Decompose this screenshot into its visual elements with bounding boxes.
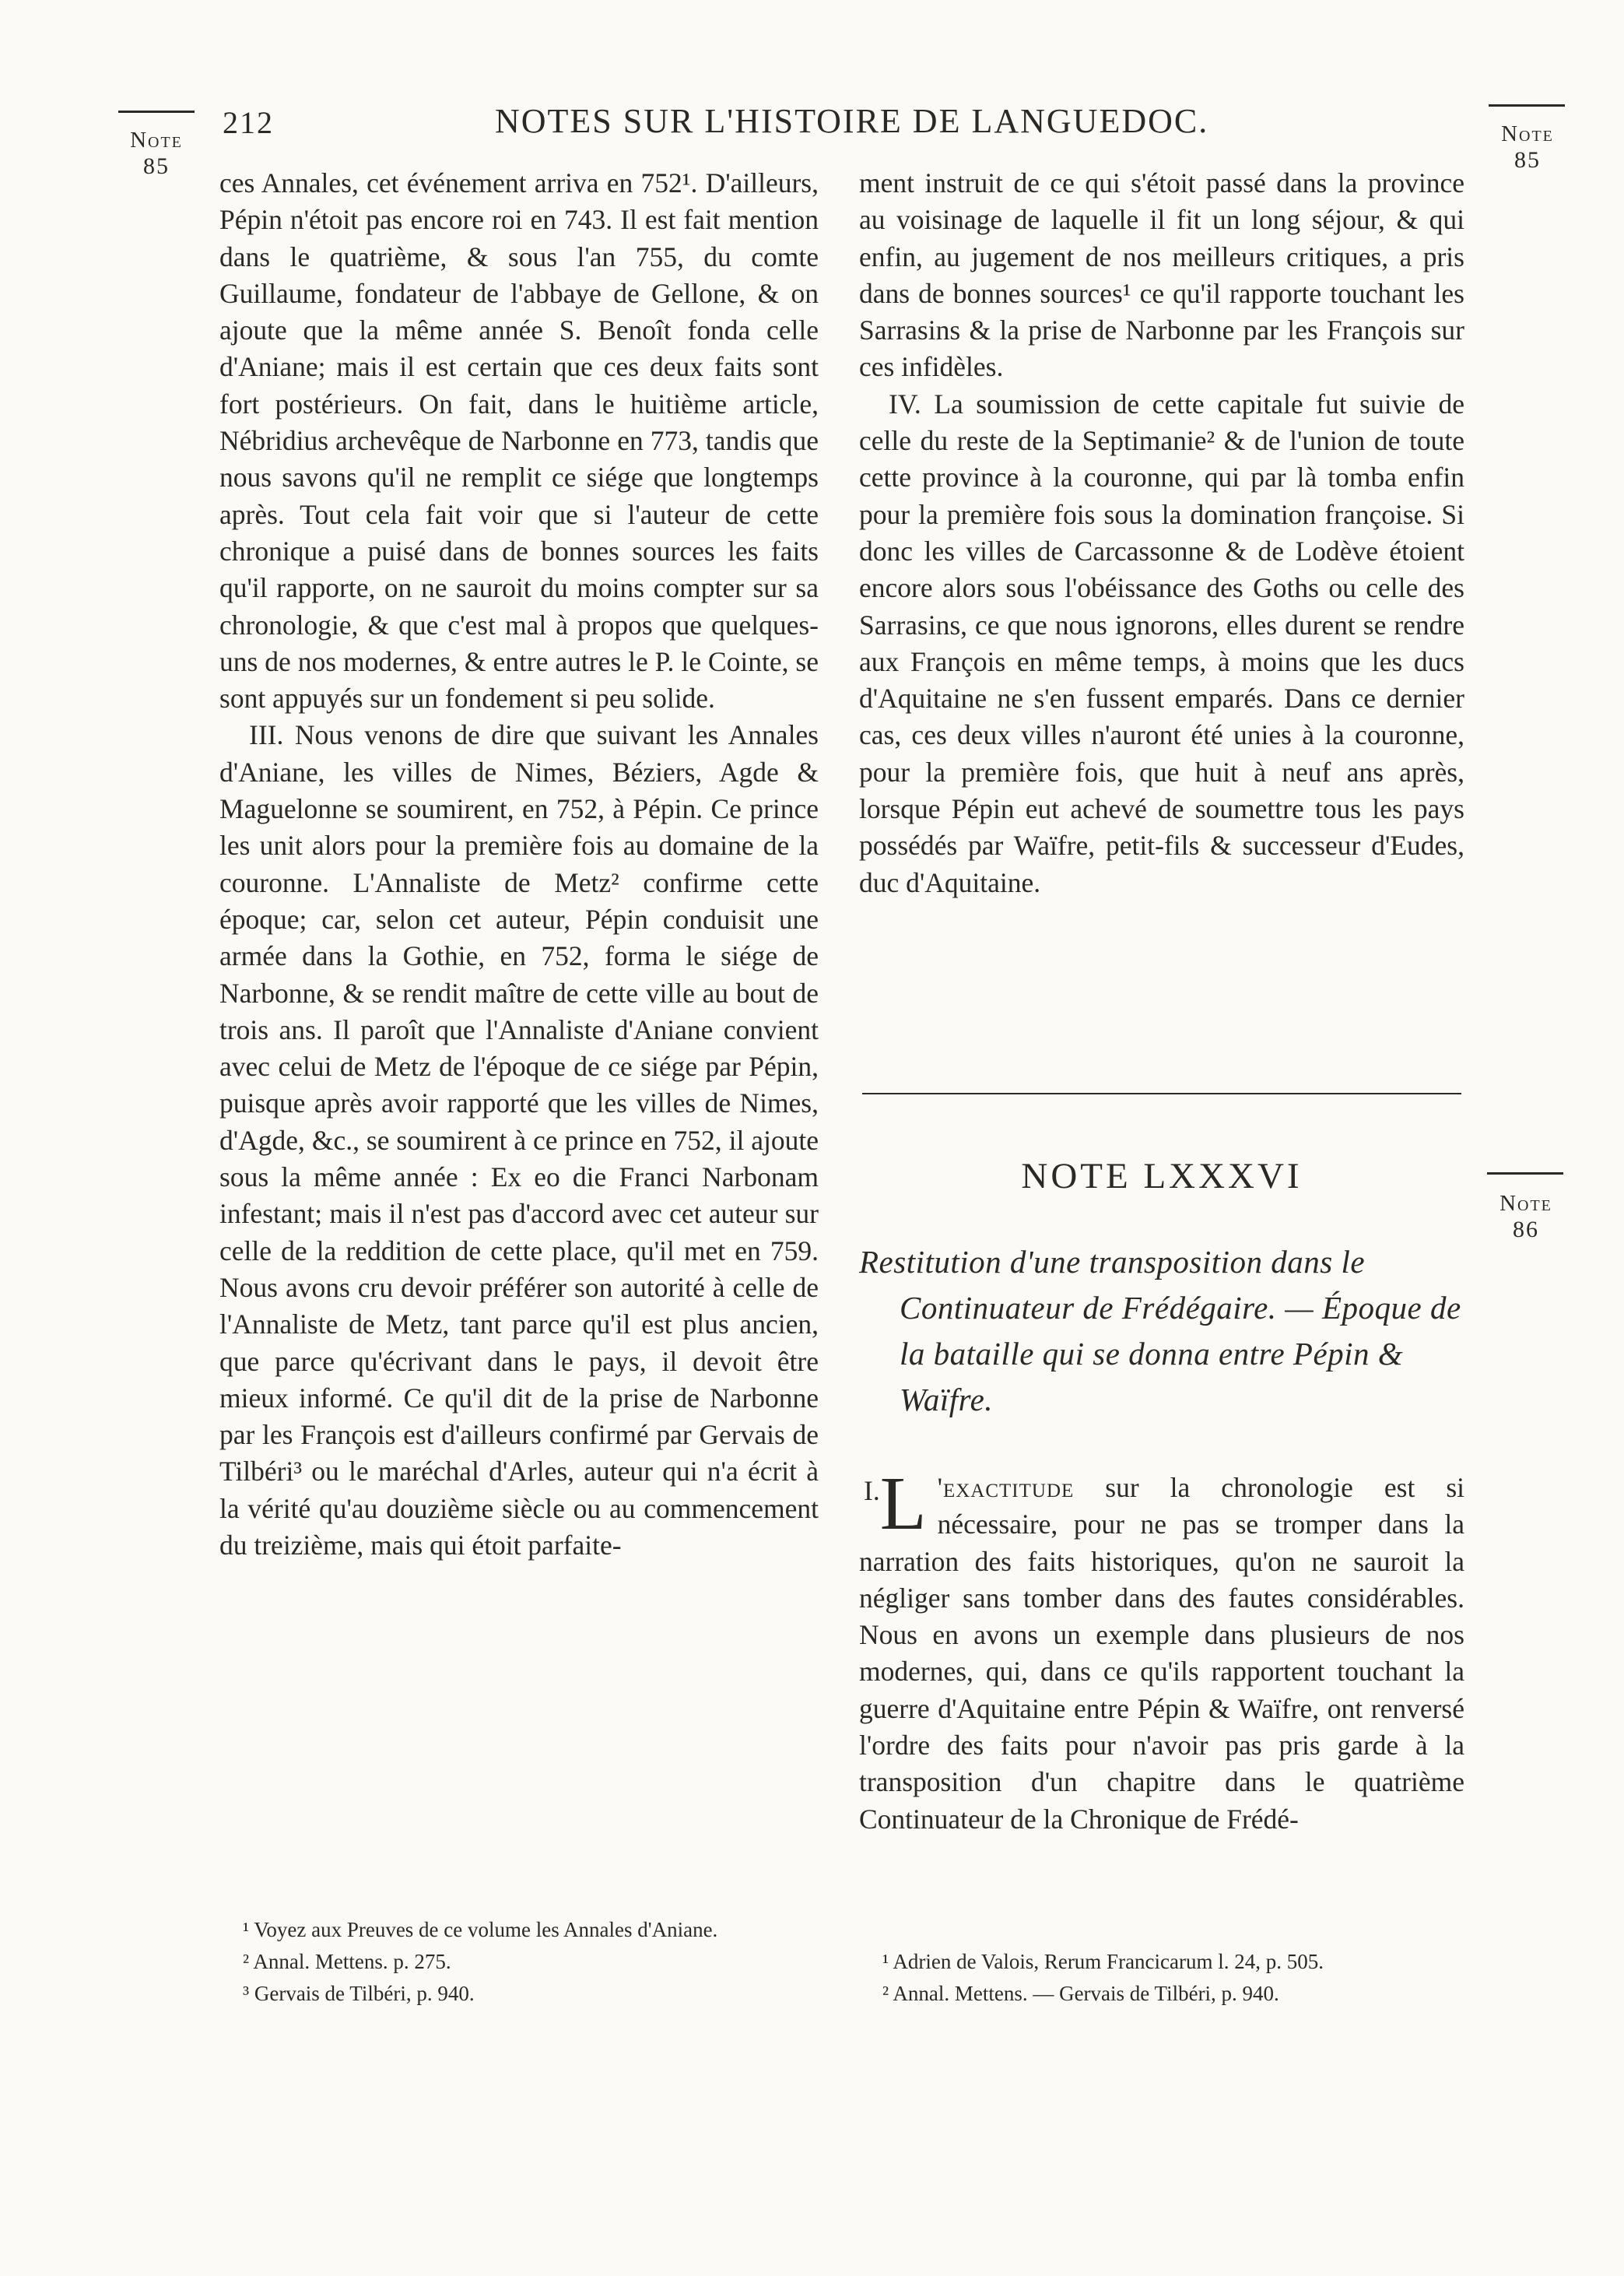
page-number: 212 bbox=[223, 105, 274, 140]
margin-note-label: Note bbox=[130, 128, 183, 153]
footnote-3: ³ Gervais de Tilbéri, p. 940. bbox=[243, 1982, 475, 2005]
margin-rule-mid-right bbox=[1487, 1172, 1563, 1175]
margin-note-mid-right bbox=[1485, 1191, 1567, 1244]
drop-cap: L bbox=[879, 1462, 927, 1546]
footnote-1: ¹ Adrien de Valois, Rerum Francicarum l. 24, p. 505. bbox=[882, 1950, 1324, 1973]
right-paragraph-3 bbox=[859, 1462, 1464, 1838]
footnote-2: ² Annal. Mettens. — Gervais de Tilbéri, p. 940. bbox=[882, 1982, 1279, 2005]
margin-rule-top-right bbox=[1489, 104, 1565, 107]
left-paragraph-2: III. Nous venons de dire que suivant les Annales d'Aniane, les villes de Nimes, Béziers, Agde & Maguelonne se soumirent, en 752, à Pépin. Ce prince les unit alors pour la première fois au domaine de la couronne. L'Annaliste de Metz² confirme cette époque; car, selon cet auteur, Pépin conduisit une armée dans la Gothie, en 752, forma le siége de Narbonne, & se rendit maître de cette ville au bout de trois ans. Il paroît que l'Annaliste d'Aniane convient avec celui de Metz de l'époque de ce siége par Pépin, puisque après avoir rapporté que les villes de Nimes, d'Agde, &c., se soumirent à ce prince en 752, il ajoute sous la même année : Ex eo die Franci Narbonam infestant; mais il n'est pas d'accord avec cet auteur sur celle de la reddition de cette place, qu'il met en 759. Nous avons cru devoir préférer son autorité à celle de l'Annaliste de Metz, tant parce qu'il est plus ancien, que parce qu'écrivant dans le pays, il devoit être mieux informé. Ce qu'il dit de la prise de Narbonne par les François est d'ailleurs confirmé par Gervais de Tilbéri³ ou le maréchal d'Arles, auteur qui n'a écrit à la vérité qu'au douzième siècle ou au commencement du treizième, mais qui étoit parfaite- bbox=[219, 719, 819, 1561]
right-paragraph-2: IV. La soumission de cette capitale fut suivie de celle du reste de la Septimanie² & de l'union de toute cette province à la couronne, qui par là tomba enfin pour la première fois sous la domination françoise. Si donc les villes de Carcassonne & de Lodève étoient encore alors sous l'obéissance des Goths ou celle des Sarrasins, ce que nous ignorons, elles durent se rendre aux François en même temps, à moins que les ducs d'Aquitaine ne s'en fussent emparés. Dans ce dernier cas, ces deux villes n'auront été unies à la couronne, pour la première fois, que huit à neuf ans après, lorsque Pépin eut achevé de soumettre tous les pays possédés par Waïfre, petit-fils & successeur d'Eudes, duc d'Aquitaine. bbox=[859, 388, 1464, 898]
note-heading: NOTE LXXXVI bbox=[1021, 1156, 1303, 1196]
left-paragraph-1: ces Annales, cet événement arriva en 752¹. D'ailleurs, Pépin n'étoit pas encore roi en 743. Il est fait mention dans le quatrième, & sous l'an 755, du comte Guillaume, fondateur de l'abbaye de Gellone, & on ajoute que la même année S. Benoît fonda celle d'Aniane; mais il est certain que ces deux faits sont fort postérieurs. On fait, dans le huitième article, Nébridius archevêque de Narbonne en 773, tandis que nous savons qu'il ne remplit ce siége que longtemps après. Tout cela fait voir que si l'auteur de cette chronique a puisé dans de bonnes sources les faits qu'il rapporte, on ne sauroit du moins compter sur sa chronologie, & que c'est mal à propos que quelques-uns de nos modernes, & entre autres le P. le Cointe, se sont appuyés sur un fondement si peu solide. bbox=[219, 167, 819, 715]
drop-cap-block bbox=[864, 1462, 927, 1546]
small-caps-word: 'exactitude bbox=[937, 1472, 1075, 1503]
left-column bbox=[219, 165, 819, 1564]
section-divider bbox=[862, 1093, 1461, 1094]
margin-note-number: 86 bbox=[1513, 1217, 1539, 1243]
margin-note-top-left bbox=[115, 128, 198, 181]
paragraph-numeral: I. bbox=[864, 1475, 880, 1506]
right-paragraph-1: ment instruit de ce qui s'étoit passé dans la province au voisinage de laquelle il fit un long séjour, & qui enfin, au jugement de nos meilleurs critiques, a pris dans de bonnes sources¹ ce qu'il rapporte touchant les Sarrasins & la prise de Narbonne par les François sur ces infidèles. bbox=[859, 167, 1464, 383]
running-title: NOTES SUR L'HISTOIRE DE LANGUEDOC. bbox=[495, 102, 1209, 140]
margin-note-number: 85 bbox=[1514, 147, 1541, 174]
margin-note-label: Note bbox=[1501, 121, 1554, 146]
right-footnotes bbox=[859, 1946, 1464, 2010]
margin-note-label: Note bbox=[1499, 1191, 1552, 1216]
paragraph-text: sur la chronologie est si nécessaire, pour ne pas se tromper dans la narration des faits historiques, qu'on ne sauroit la négliger sans tomber dans des fautes considérables. Nous en avons un exemple dans plusieurs de nos modernes, qui, dans ce qu'ils rapportent touchant la guerre d'Aquitaine entre Pépin & Waïfre, ont renversé l'ordre des faits pour n'avoir pas pris garde à la transposition d'un chapitre dans le quatrième Continuateur de la Chronique de Frédé- bbox=[859, 1472, 1464, 1835]
left-footnotes bbox=[219, 1914, 819, 2010]
margin-note-top-right bbox=[1486, 121, 1569, 174]
footnote-1: ¹ Voyez aux Preuves de ce volume les Annales d'Aniane. bbox=[243, 1918, 718, 1941]
footnote-2: ² Annal. Mettens. p. 275. bbox=[243, 1950, 451, 1973]
margin-note-number: 85 bbox=[143, 153, 170, 180]
right-column-bottom bbox=[859, 1462, 1464, 1838]
note-subtitle bbox=[859, 1239, 1464, 1423]
note-subtitle-text: Restitution d'une transposition dans le Continuateur de Frédégaire. — Époque de la bataille qui se donna entre Pépin & Waïfre. bbox=[859, 1244, 1461, 1417]
right-column-top bbox=[859, 165, 1464, 901]
margin-rule-top-left bbox=[118, 111, 195, 113]
